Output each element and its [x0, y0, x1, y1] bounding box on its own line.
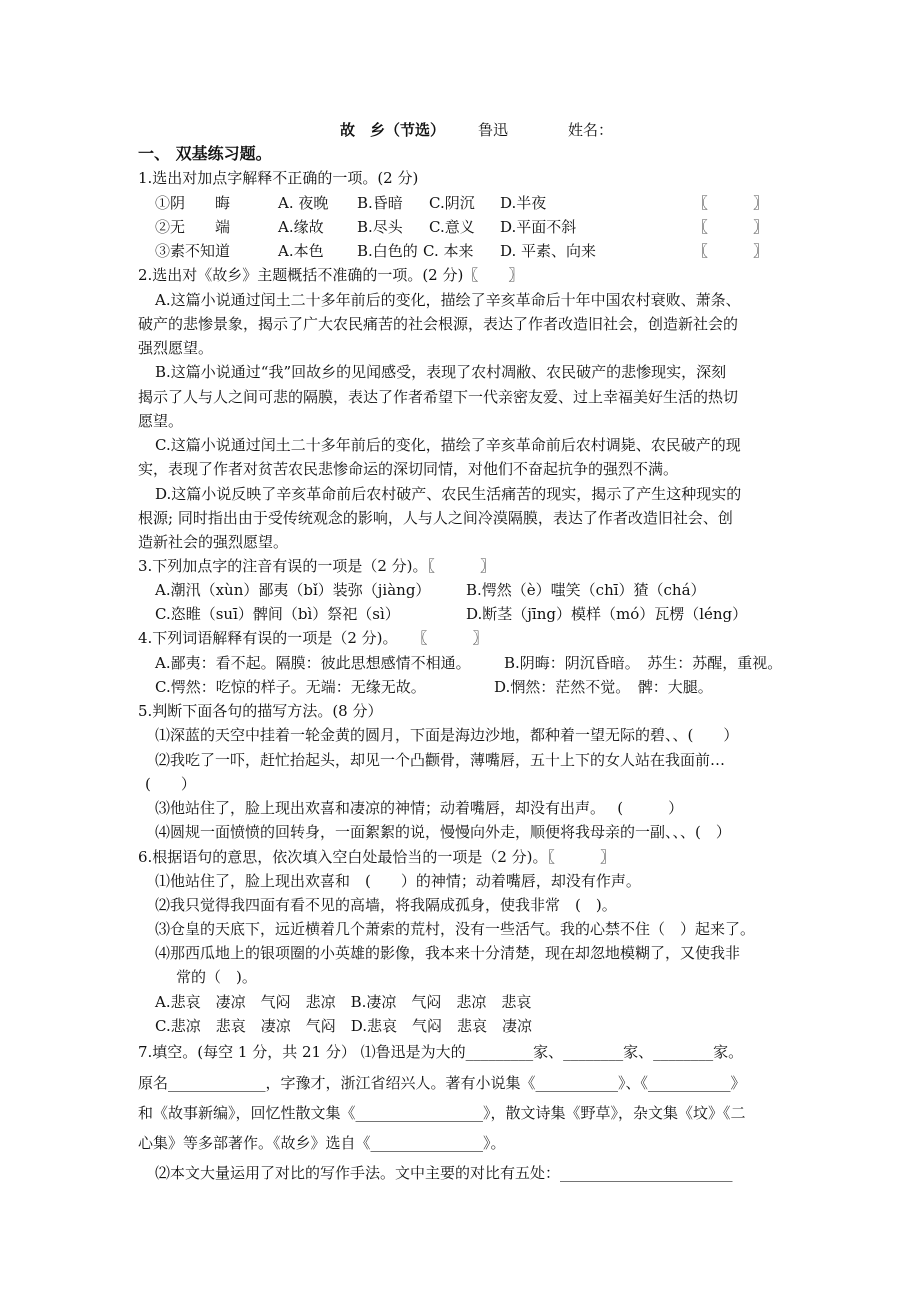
q1-option-a: A.缘故 [278, 218, 324, 236]
q2-line: B.这篇小说通过“我”回故乡的见闻感受，表现了农村凋敝、农民破产的悲惨现实，深刻 [155, 363, 727, 381]
q7-line[interactable]: 7.填空。(每空 1 分，共 21 分） ⑴鲁迅是为大的_________家、________家、________家。 [138, 1043, 744, 1061]
q7-line[interactable]: 和《故事新编》，回忆性散文集《_________________》，散文诗集《野草》，杂文集《坟》《二 [138, 1104, 746, 1122]
q7-line[interactable]: 心集》等多部著作。《故乡》选自《_______________》。 [138, 1134, 506, 1152]
q5-item: ⑵我吃了一吓，赶忙抬起头，却见一个凸颧骨，薄嘴唇，五十上下的女人站在我面前… [155, 751, 726, 769]
q4-option-b: B.阴晦：阴沉昏暗。 苏生：苏醒，重视。 [504, 654, 783, 672]
q2-line: 揭示了人与人之间可悲的隔膜，表达了作者希望下一代亲密友爱、过上幸福美好生活的热切 [138, 388, 739, 406]
q3-option-d: D.断茎（jīng）模样（mó）瓦楞（léng） [466, 605, 748, 623]
q1-option-c: C. 本来 [423, 242, 474, 260]
q5-item: ⑶他站住了，脸上现出欢喜和凄凉的神情；动着嘴唇，却没有出声。 ( ） [155, 799, 684, 817]
q1-option-c: C.意义 [429, 218, 475, 236]
q2-line: 破产的悲惨景象，揭示了广大农民痛苦的社会根源，表达了作者改造旧社会，创造新社会的 [138, 315, 739, 333]
q6-item: ⑶仓皇的天底下，远近横着几个萧索的荒村，没有一些活气。我的心禁不住（ ）起来了。 [155, 920, 756, 938]
page-title: 故 乡（节选） [340, 121, 446, 139]
q3-option-b: B.愕然（è）嗤笑（chī）猹（chá） [466, 581, 706, 599]
q5-item: ⑴深蓝的天空中挂着一轮金黄的圆月，下面是海边沙地，都种着一望无际的碧、、( ） [155, 726, 739, 744]
q2-line: D.这篇小说反映了辛亥革命前后农村破产、农民生活痛苦的现实，揭示了产生这种现实的 [155, 485, 742, 503]
q2-line: 愿望。 [138, 412, 184, 430]
q1-stem: 1.选出对加点字解释不正确的一项。(2 分) [138, 169, 419, 187]
answer-bracket[interactable]: 〖 〗 [693, 242, 769, 260]
q2-line: A.这篇小说通过闰土二十多年前后的变化，描绘了辛亥革命后十年中国农村衰败、萧条、 [155, 291, 741, 309]
q4-option-c: C.愕然：吃惊的样子。无端：无缘无故。 [155, 678, 426, 696]
q1-term: ①阴 晦 [155, 194, 231, 212]
q2-line: 强烈愿望。 [138, 339, 214, 357]
q1-option-d: D. 平素、向来 [500, 242, 597, 260]
q6-item: 常的（ )。 [176, 968, 257, 986]
q1-term: ②无 端 [155, 218, 231, 236]
q1-option-b: B.白色的 [357, 242, 418, 260]
q2-line: C.这篇小说通过闰土二十多年前后的变化，描绘了辛亥革命前后农村调毙、农民破产的现 [155, 436, 741, 454]
q1-option-c: C.阴沉 [429, 194, 475, 212]
q4-option-d: D.惘然：茫然不觉。 髀：大腿。 [494, 678, 713, 696]
q2-line: 根源; 同时指出由于受传统观念的影响，人与人之间冷漠隔膜，表达了作者改造旧社会、创 [138, 509, 733, 527]
q1-option-b: B.昏暗 [357, 194, 403, 212]
q6-options: C.悲凉 悲哀 凄凉 气闷 D.悲哀 气闷 悲哀 凄凉 [155, 1017, 532, 1035]
answer-bracket[interactable]: 〖 〗 [693, 218, 769, 236]
q3-option-c: C.恣睢（suī）髀间（bì）祭祀（sì） [155, 605, 400, 623]
q6-stem: 6.根据语句的意思，依次填入空白处最恰当的一项是（2 分)。〖 〗 [138, 848, 615, 866]
q6-item: ⑷那西瓜地上的银项圈的小英雄的影像，我本来十分清楚，现在却忽地模糊了，又使我非 [155, 944, 741, 962]
q5-item: ( ） [145, 775, 196, 793]
q4-stem: 4.下列词语解释有误的一项是（2 分)。 〖 〗 [138, 629, 488, 647]
name-label: 姓名： [568, 121, 614, 139]
q5-stem: 5.判断下面各句的描写方法。(8 分） [138, 702, 383, 720]
author: 鲁迅 [478, 121, 509, 139]
q6-options: A.悲哀 凄凉 气闷 悲凉 B.凄凉 气闷 悲凉 悲哀 [155, 993, 532, 1011]
q6-item: ⑵我只觉得我四面有看不见的高墙，将我隔成孤身，使我非常 ( )。 [155, 896, 617, 914]
q1-option-b: B.尽头 [357, 218, 403, 236]
q1-option-a: A.本色 [278, 242, 324, 260]
q1-option-a: A. 夜晚 [278, 194, 329, 212]
q2-stem: 2.选出对《故乡》主题概括不准确的一项。(2 分)〖 〗 [138, 266, 524, 284]
q7-line[interactable]: 原名_____________，字豫才，浙江省绍兴人。著有小说集《___________》、《___________》 [138, 1074, 746, 1092]
q3-stem: 3.下列加点字的注音有误的一项是（2 分)。〖 〗 [138, 557, 495, 575]
q7-line[interactable]: ⑵本文大量运用了对比的写作手法。文中主要的对比有五处：_______________________ [155, 1164, 733, 1182]
q1-option-d: D.平面不斜 [500, 218, 577, 236]
answer-bracket[interactable]: 〖 〗 [693, 194, 769, 212]
q5-item: ⑷圆规一面愤愤的回转身，一面絮絮的说，慢慢向外走，顺便将我母亲的一副、、、( ） [155, 823, 731, 841]
section-heading: 一、 双基练习题。 [138, 144, 272, 163]
q2-line: 实，表现了作者对贫苦农民悲惨命运的深切同情，对他们不奋起抗争的强烈不满。 [138, 460, 679, 478]
q4-option-a: A.鄙夷：看不起。隔膜：彼此思想感情不相通。 [155, 654, 471, 672]
q3-option-a: A.潮汛（xùn）鄙夷（bǐ）装弥（jiàng） [155, 581, 431, 599]
q1-term: ③素不知道 [155, 242, 231, 260]
q1-option-d: D.半夜 [500, 194, 547, 212]
q2-line: 造新社会的强烈愿望。 [138, 533, 289, 551]
q6-item: ⑴他站住了，脸上现出欢喜和 ( ）的神情；动着嘴唇，却没有作声。 [155, 872, 641, 890]
